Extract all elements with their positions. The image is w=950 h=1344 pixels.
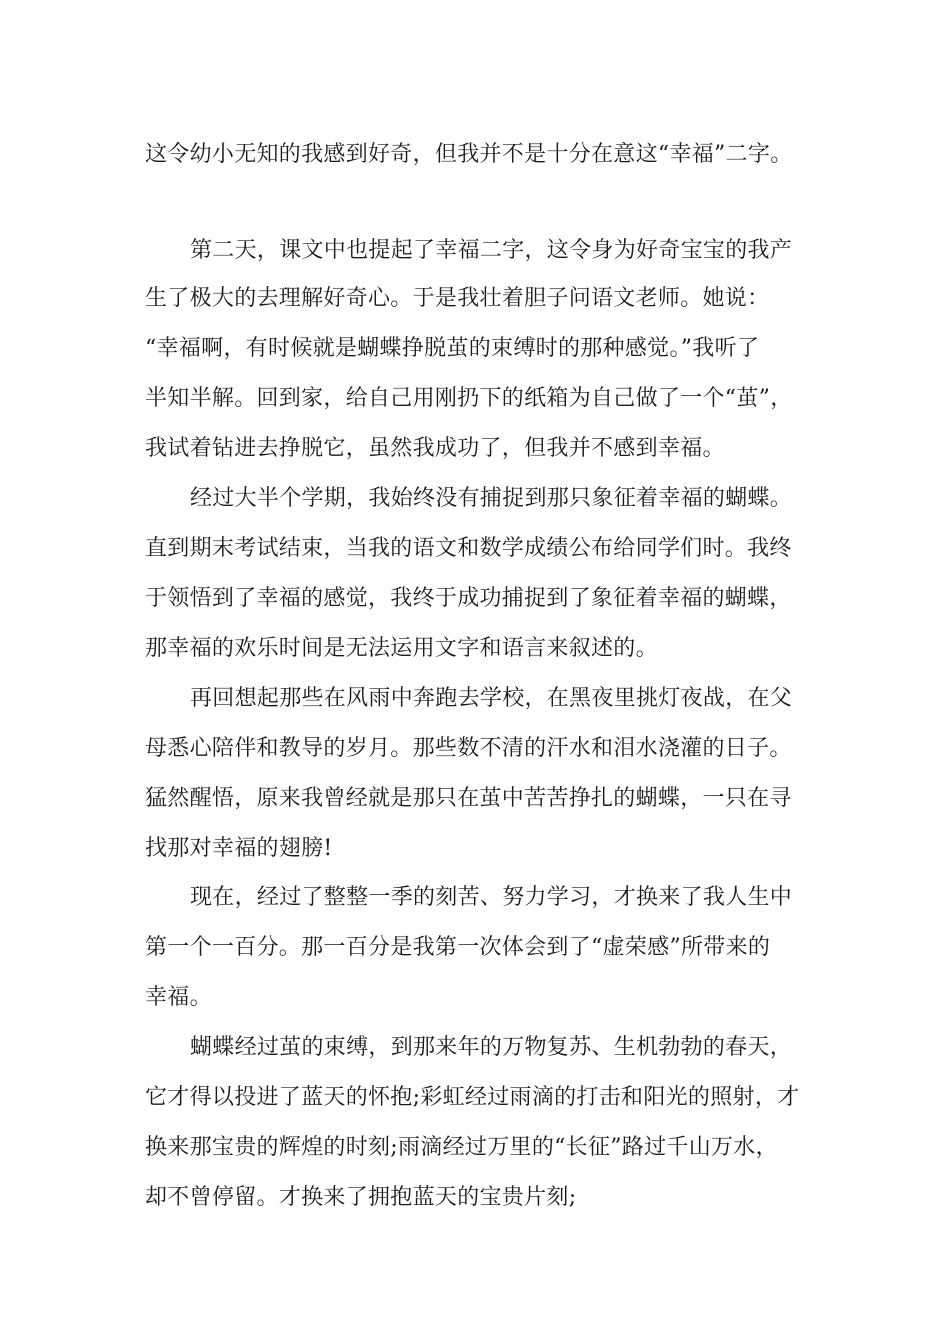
text-line: 经过大半个学期，我始终没有捕捉到那只象征着幸福的蝴蝶。 <box>190 486 793 511</box>
text-line: 那幸福的欢乐时间是无法运用文字和语言来叙述的。 <box>145 636 658 661</box>
text-line: 这令幼小无知的我感到好奇，但我并不是十分在意这“幸福”二字。 <box>145 142 793 167</box>
text-line: “幸福啊，有时候就是蝴蝶挣脱茧的束缚时的那种感觉。”我听了 <box>145 336 760 361</box>
text-line: 母悉心陪伴和教导的岁月。那些数不清的汗水和泪水浇灌的日子。 <box>145 736 792 761</box>
text-line: 却不曾停留。才换来了拥抱蓝天的宝贵片刻; <box>145 1185 577 1210</box>
text-line: 生了极大的去理解好奇心。于是我壮着胆子问语文老师。她说： <box>145 286 770 311</box>
text-line: 第二天，课文中也提起了幸福二字，这令身为好奇宝宝的我产 <box>190 238 793 263</box>
text-line: 直到期末考试结束，当我的语文和数学成绩公布给同学们时。我终 <box>145 536 792 561</box>
text-line: 它才得以投进了蓝天的怀抱;彩虹经过雨滴的打击和阳光的照射，才 <box>145 1085 800 1110</box>
text-line: 现在，经过了整整一季的刻苦、努力学习，才换来了我人生中 <box>190 885 793 910</box>
text-line: 猛然醒悟，原来我曾经就是那只在茧中苦苦挣扎的蝴蝶，一只在寻 <box>145 786 792 811</box>
text-line: 幸福。 <box>145 985 212 1010</box>
text-line: 我试着钻进去挣脱它，虽然我成功了，但我并不感到幸福。 <box>145 436 725 461</box>
text-line: 蝴蝶经过茧的束缚，到那来年的万物复苏、生机勃勃的春天， <box>190 1035 793 1060</box>
text-line: 找那对幸福的翅膀! <box>145 836 333 861</box>
text-line: 换来那宝贵的辉煌的时刻;雨滴经过万里的“长征”路过千山万水， <box>145 1135 778 1160</box>
text-line: 第一个一百分。那一百分是我第一次体会到了“虚荣感”所带来的 <box>145 935 771 960</box>
text-line: 半知半解。回到家，给自己用刚扔下的纸箱为自己做了一个“茧”， <box>145 386 793 411</box>
text-line: 再回想起那些在风雨中奔跑去学校，在黑夜里挑灯夜战，在父 <box>190 686 793 711</box>
text-line: 于领悟到了幸福的感觉，我终于成功捕捉到了象征着幸福的蝴蝶， <box>145 586 792 611</box>
